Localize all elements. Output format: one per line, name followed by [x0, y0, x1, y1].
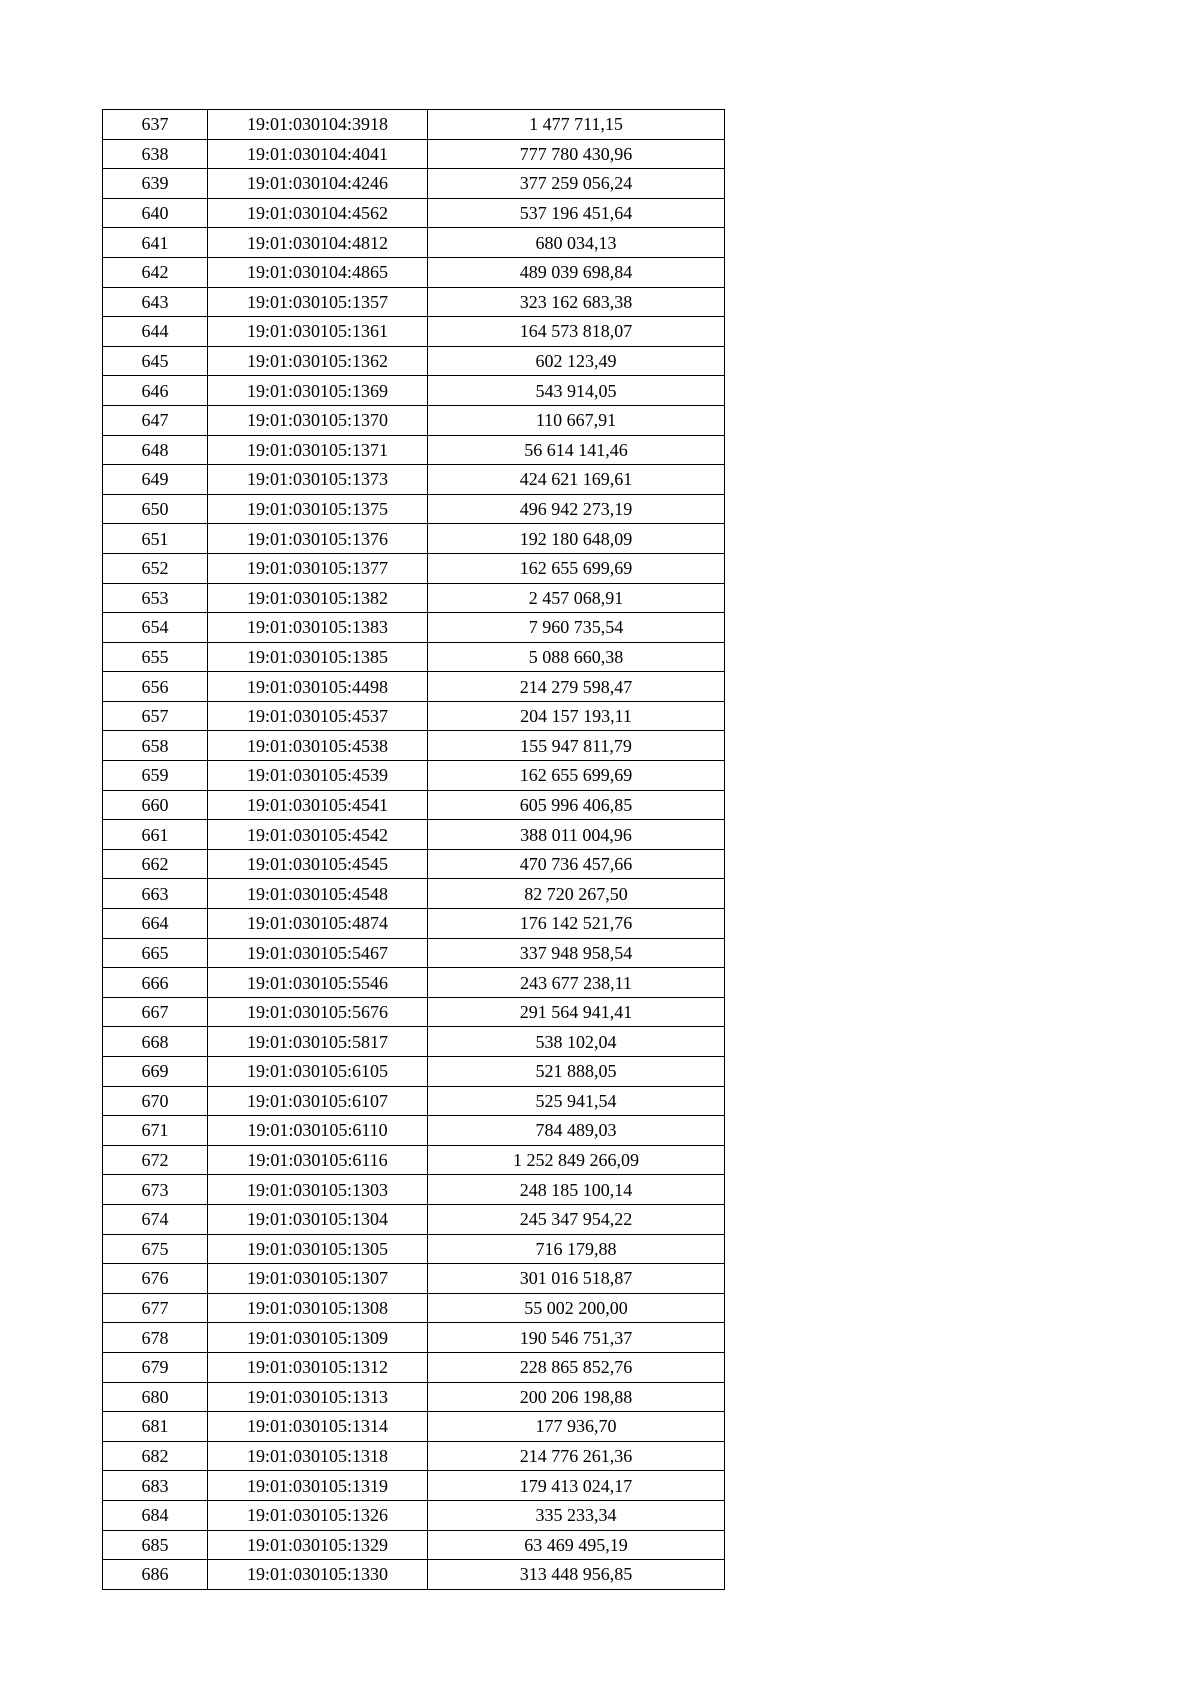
table-row [103, 1441, 725, 1471]
cadastral-number-cell: 19:01:030104:4562 [208, 198, 428, 228]
cadastral-value-cell: 245 347 954,22 [428, 1204, 725, 1234]
cadastral-value-cell: 537 196 451,64 [428, 198, 725, 228]
table-row [103, 1057, 725, 1087]
cadastral-value-cell: 1 477 711,15 [428, 110, 725, 140]
cadastral-number-cell: 19:01:030105:5817 [208, 1027, 428, 1057]
cadastral-value-table [102, 109, 725, 1590]
row-number-cell: 647 [103, 405, 208, 435]
cadastral-value-cell: 110 667,91 [428, 405, 725, 435]
row-number-cell: 646 [103, 376, 208, 406]
table-row [103, 1293, 725, 1323]
cadastral-value-cell: 204 157 193,11 [428, 701, 725, 731]
row-number-cell: 686 [103, 1560, 208, 1590]
cadastral-number-cell: 19:01:030104:4812 [208, 228, 428, 258]
cadastral-value-cell: 777 780 430,96 [428, 139, 725, 169]
cadastral-number-cell: 19:01:030105:5467 [208, 938, 428, 968]
cadastral-number-cell: 19:01:030105:1326 [208, 1500, 428, 1530]
cadastral-value-cell: 470 736 457,66 [428, 849, 725, 879]
cadastral-number-cell: 19:01:030105:1312 [208, 1352, 428, 1382]
table-row [103, 879, 725, 909]
cadastral-number-cell: 19:01:030105:1370 [208, 405, 428, 435]
row-number-cell: 653 [103, 583, 208, 613]
cadastral-number-cell: 19:01:030105:1357 [208, 287, 428, 317]
table-row [103, 583, 725, 613]
cadastral-value-cell: 605 996 406,85 [428, 790, 725, 820]
cadastral-number-cell: 19:01:030105:5676 [208, 997, 428, 1027]
cadastral-value-cell: 784 489,03 [428, 1116, 725, 1146]
row-number-cell: 665 [103, 938, 208, 968]
table-row [103, 524, 725, 554]
row-number-cell: 674 [103, 1204, 208, 1234]
table-row [103, 198, 725, 228]
cadastral-value-cell: 680 034,13 [428, 228, 725, 258]
table-row [103, 731, 725, 761]
cadastral-number-cell: 19:01:030105:1385 [208, 642, 428, 672]
cadastral-value-cell: 179 413 024,17 [428, 1471, 725, 1501]
table-body [103, 110, 725, 1590]
cadastral-value-cell: 56 614 141,46 [428, 435, 725, 465]
cadastral-value-cell: 521 888,05 [428, 1057, 725, 1087]
row-number-cell: 639 [103, 169, 208, 199]
row-number-cell: 680 [103, 1382, 208, 1412]
table-row [103, 997, 725, 1027]
table-row [103, 405, 725, 435]
cadastral-number-cell: 19:01:030105:4548 [208, 879, 428, 909]
row-number-cell: 645 [103, 346, 208, 376]
cadastral-value-cell: 63 469 495,19 [428, 1530, 725, 1560]
row-number-cell: 682 [103, 1441, 208, 1471]
row-number-cell: 659 [103, 761, 208, 791]
cadastral-number-cell: 19:01:030105:4539 [208, 761, 428, 791]
cadastral-value-cell: 155 947 811,79 [428, 731, 725, 761]
cadastral-value-cell: 543 914,05 [428, 376, 725, 406]
cadastral-number-cell: 19:01:030105:6110 [208, 1116, 428, 1146]
cadastral-number-cell: 19:01:030105:4542 [208, 820, 428, 850]
table-row [103, 820, 725, 850]
cadastral-value-cell: 388 011 004,96 [428, 820, 725, 850]
table-row [103, 1352, 725, 1382]
cadastral-number-cell: 19:01:030105:4545 [208, 849, 428, 879]
cadastral-number-cell: 19:01:030105:4541 [208, 790, 428, 820]
table-row [103, 909, 725, 939]
table-row [103, 1382, 725, 1412]
cadastral-number-cell: 19:01:030105:1362 [208, 346, 428, 376]
row-number-cell: 649 [103, 465, 208, 495]
cadastral-value-cell: 489 039 698,84 [428, 257, 725, 287]
cadastral-value-cell: 192 180 648,09 [428, 524, 725, 554]
cadastral-number-cell: 19:01:030105:1371 [208, 435, 428, 465]
row-number-cell: 661 [103, 820, 208, 850]
row-number-cell: 655 [103, 642, 208, 672]
table-row [103, 110, 725, 140]
row-number-cell: 669 [103, 1057, 208, 1087]
cadastral-number-cell: 19:01:030105:1304 [208, 1204, 428, 1234]
cadastral-value-cell: 424 621 169,61 [428, 465, 725, 495]
cadastral-number-cell: 19:01:030105:1319 [208, 1471, 428, 1501]
cadastral-value-cell: 162 655 699,69 [428, 553, 725, 583]
cadastral-value-cell: 5 088 660,38 [428, 642, 725, 672]
table-row [103, 465, 725, 495]
row-number-cell: 640 [103, 198, 208, 228]
table-row [103, 287, 725, 317]
table-row [103, 1204, 725, 1234]
table-row [103, 1145, 725, 1175]
row-number-cell: 666 [103, 968, 208, 998]
row-number-cell: 663 [103, 879, 208, 909]
cadastral-value-cell: 177 936,70 [428, 1412, 725, 1442]
cadastral-number-cell: 19:01:030104:3918 [208, 110, 428, 140]
cadastral-value-cell: 538 102,04 [428, 1027, 725, 1057]
cadastral-number-cell: 19:01:030105:1375 [208, 494, 428, 524]
cadastral-number-cell: 19:01:030104:4865 [208, 257, 428, 287]
row-number-cell: 670 [103, 1086, 208, 1116]
table-row [103, 257, 725, 287]
cadastral-number-cell: 19:01:030104:4041 [208, 139, 428, 169]
table-row [103, 790, 725, 820]
cadastral-number-cell: 19:01:030105:4538 [208, 731, 428, 761]
cadastral-number-cell: 19:01:030105:1383 [208, 613, 428, 643]
cadastral-number-cell: 19:01:030105:1313 [208, 1382, 428, 1412]
cadastral-number-cell: 19:01:030105:6107 [208, 1086, 428, 1116]
cadastral-value-cell: 248 185 100,14 [428, 1175, 725, 1205]
cadastral-value-cell: 1 252 849 266,09 [428, 1145, 725, 1175]
cadastral-value-cell: 214 776 261,36 [428, 1441, 725, 1471]
table-row [103, 376, 725, 406]
cadastral-number-cell: 19:01:030105:6105 [208, 1057, 428, 1087]
row-number-cell: 672 [103, 1145, 208, 1175]
row-number-cell: 681 [103, 1412, 208, 1442]
cadastral-number-cell: 19:01:030105:6116 [208, 1145, 428, 1175]
cadastral-value-cell: 190 546 751,37 [428, 1323, 725, 1353]
row-number-cell: 654 [103, 613, 208, 643]
table-row [103, 139, 725, 169]
row-number-cell: 673 [103, 1175, 208, 1205]
cadastral-number-cell: 19:01:030105:1382 [208, 583, 428, 613]
cadastral-number-cell: 19:01:030105:1369 [208, 376, 428, 406]
row-number-cell: 650 [103, 494, 208, 524]
table-row [103, 1530, 725, 1560]
cadastral-value-cell: 716 179,88 [428, 1234, 725, 1264]
cadastral-value-cell: 496 942 273,19 [428, 494, 725, 524]
cadastral-number-cell: 19:01:030105:1376 [208, 524, 428, 554]
cadastral-value-cell: 55 002 200,00 [428, 1293, 725, 1323]
row-number-cell: 667 [103, 997, 208, 1027]
table-row [103, 346, 725, 376]
cadastral-number-cell: 19:01:030105:1318 [208, 1441, 428, 1471]
table-row [103, 1264, 725, 1294]
row-number-cell: 638 [103, 139, 208, 169]
cadastral-value-cell: 164 573 818,07 [428, 317, 725, 347]
row-number-cell: 651 [103, 524, 208, 554]
cadastral-value-cell: 243 677 238,11 [428, 968, 725, 998]
row-number-cell: 642 [103, 257, 208, 287]
table-row [103, 1323, 725, 1353]
cadastral-value-cell: 323 162 683,38 [428, 287, 725, 317]
table-row [103, 1560, 725, 1590]
table-row [103, 1116, 725, 1146]
cadastral-value-cell: 7 960 735,54 [428, 613, 725, 643]
row-number-cell: 648 [103, 435, 208, 465]
cadastral-value-cell: 301 016 518,87 [428, 1264, 725, 1294]
cadastral-value-cell: 176 142 521,76 [428, 909, 725, 939]
table-row [103, 938, 725, 968]
table-row [103, 849, 725, 879]
table-row [103, 968, 725, 998]
row-number-cell: 671 [103, 1116, 208, 1146]
row-number-cell: 684 [103, 1500, 208, 1530]
row-number-cell: 683 [103, 1471, 208, 1501]
cadastral-number-cell: 19:01:030105:5546 [208, 968, 428, 998]
cadastral-value-cell: 228 865 852,76 [428, 1352, 725, 1382]
table-row [103, 1412, 725, 1442]
cadastral-number-cell: 19:01:030105:1307 [208, 1264, 428, 1294]
row-number-cell: 644 [103, 317, 208, 347]
cadastral-value-cell: 602 123,49 [428, 346, 725, 376]
row-number-cell: 643 [103, 287, 208, 317]
cadastral-number-cell: 19:01:030105:1309 [208, 1323, 428, 1353]
cadastral-number-cell: 19:01:030105:1373 [208, 465, 428, 495]
cadastral-value-cell: 335 233,34 [428, 1500, 725, 1530]
row-number-cell: 678 [103, 1323, 208, 1353]
row-number-cell: 641 [103, 228, 208, 258]
table-row [103, 1500, 725, 1530]
cadastral-value-cell: 525 941,54 [428, 1086, 725, 1116]
table-row [103, 553, 725, 583]
table-row [103, 1175, 725, 1205]
row-number-cell: 652 [103, 553, 208, 583]
cadastral-value-cell: 313 448 956,85 [428, 1560, 725, 1590]
cadastral-number-cell: 19:01:030105:1361 [208, 317, 428, 347]
row-number-cell: 664 [103, 909, 208, 939]
row-number-cell: 668 [103, 1027, 208, 1057]
cadastral-number-cell: 19:01:030105:4874 [208, 909, 428, 939]
cadastral-value-cell: 200 206 198,88 [428, 1382, 725, 1412]
cadastral-number-cell: 19:01:030105:1330 [208, 1560, 428, 1590]
table-row [103, 672, 725, 702]
cadastral-value-cell: 337 948 958,54 [428, 938, 725, 968]
table-row [103, 494, 725, 524]
row-number-cell: 657 [103, 701, 208, 731]
row-number-cell: 660 [103, 790, 208, 820]
row-number-cell: 662 [103, 849, 208, 879]
row-number-cell: 658 [103, 731, 208, 761]
cadastral-number-cell: 19:01:030105:1305 [208, 1234, 428, 1264]
row-number-cell: 676 [103, 1264, 208, 1294]
cadastral-number-cell: 19:01:030105:1377 [208, 553, 428, 583]
table-row [103, 642, 725, 672]
table-row [103, 1027, 725, 1057]
table-row [103, 1086, 725, 1116]
table-row [103, 435, 725, 465]
row-number-cell: 677 [103, 1293, 208, 1323]
cadastral-number-cell: 19:01:030104:4246 [208, 169, 428, 199]
table-row [103, 1234, 725, 1264]
cadastral-number-cell: 19:01:030105:1314 [208, 1412, 428, 1442]
table-row [103, 613, 725, 643]
table-row [103, 317, 725, 347]
table-row [103, 169, 725, 199]
cadastral-number-cell: 19:01:030105:1303 [208, 1175, 428, 1205]
cadastral-value-cell: 291 564 941,41 [428, 997, 725, 1027]
row-number-cell: 685 [103, 1530, 208, 1560]
table-row [103, 761, 725, 791]
cadastral-value-cell: 2 457 068,91 [428, 583, 725, 613]
table-row [103, 1471, 725, 1501]
cadastral-value-cell: 82 720 267,50 [428, 879, 725, 909]
cadastral-number-cell: 19:01:030105:1329 [208, 1530, 428, 1560]
table-row [103, 228, 725, 258]
row-number-cell: 675 [103, 1234, 208, 1264]
cadastral-value-cell: 214 279 598,47 [428, 672, 725, 702]
row-number-cell: 637 [103, 110, 208, 140]
table-row [103, 701, 725, 731]
cadastral-number-cell: 19:01:030105:4498 [208, 672, 428, 702]
row-number-cell: 656 [103, 672, 208, 702]
cadastral-number-cell: 19:01:030105:4537 [208, 701, 428, 731]
cadastral-value-cell: 377 259 056,24 [428, 169, 725, 199]
row-number-cell: 679 [103, 1352, 208, 1382]
cadastral-value-cell: 162 655 699,69 [428, 761, 725, 791]
cadastral-number-cell: 19:01:030105:1308 [208, 1293, 428, 1323]
